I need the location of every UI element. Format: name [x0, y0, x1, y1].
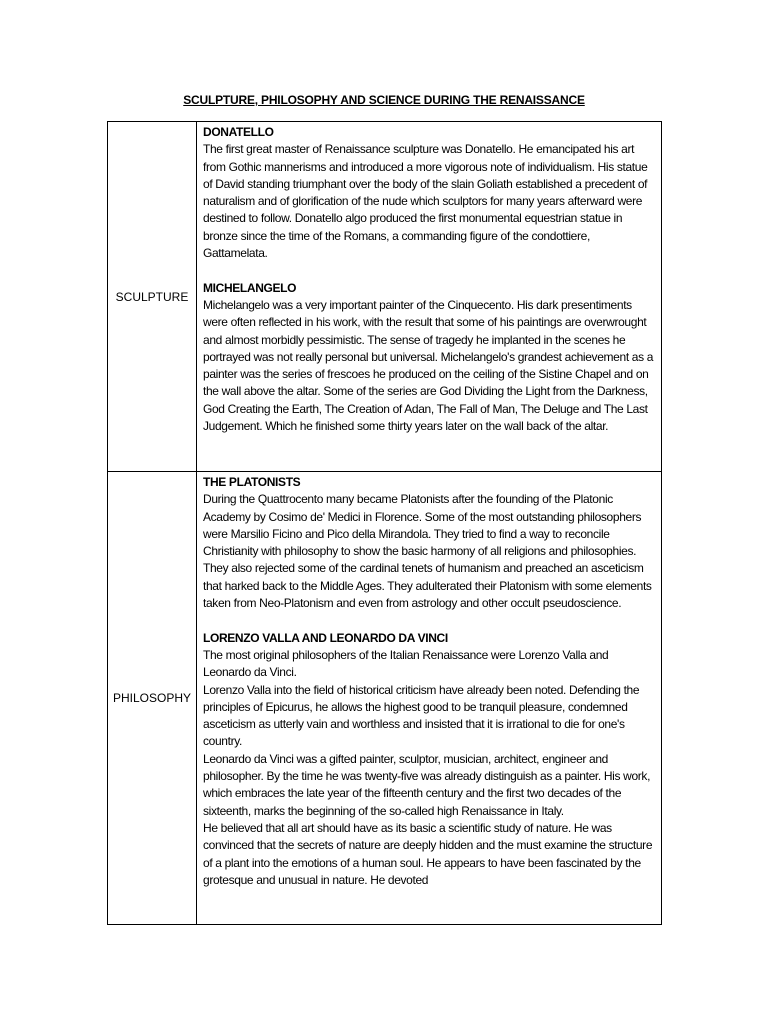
table-row-philosophy [108, 472, 662, 925]
table-row-sculpture [108, 122, 662, 472]
section-paragraph: Lorenzo Valla into the field of historical criticism have already been noted. Defending the principles of Epicurus, he allows the highest good to be tranquil pleasure, condemned asceticism as utterly vain and worthless and insisted that it is irrational to die for one's country. [203, 682, 640, 749]
content-table [107, 121, 662, 925]
section-paragraph: He believed that all art should have as its basic a scientific study of nature. He was convinced that the secrets of nature are deeply hidden and the must examine the structure of a plant into the emotions of a human soul. He appears to have been fascinated by the grotesque and unusual in nature. He devoted [203, 820, 653, 887]
section-paragraph: The most original philosophers of the Italian Renaissance were Lorenzo Valla and Leonardo da Vinci. [203, 647, 609, 680]
row-content-sculpture [197, 122, 662, 472]
section-paragraph: Michelangelo was a very important painter of the Cinquecento. His dark presentiments were often reflected in his work, with the result that some of his paintings are overwrought and almost morbidly pessimistic. The sense of tragedy he implanted in the scenes he portrayed was not really personal but universal. Michelangelo's grandest achievement as a painter was the series of frescoes he produced on the ceiling of the Sistine Chapel and on the wall above the altar. Some of the series are God Dividing the Light from the Darkness, God Creating the Earth, The Creation of Adan, The Fall of Man, The Deluge and The Last Judgement. Which he finished some thirty years later on the wall back of the altar. [203, 297, 654, 434]
row-label-philosophy: PHILOSOPHY [108, 472, 197, 925]
section-paragraph: Leonardo da Vinci was a gifted painter, sculptor, musician, architect, engineer and philosopher. By the time he was twenty-five was already distinguish as a painter. His work, which embraces the late year of the fifteenth century and the first two decades of the sixteenth, marks the beginning of the so-called high Renaissance in Italy. [203, 751, 651, 818]
section-heading-donatello: DONATELLO [203, 125, 274, 139]
section-paragraph: During the Quattrocento many became Platonists after the founding of the Platonic Academy by Cosimo de' Medici in Florence. Some of the most outstanding philosophers were Marsilio Ficino and Pico della Mirandola. They tried to find a way to reconcile Christianity with philosophy to show the basic harmony of all religions and philosophies. They also rejected some of the cardinal tenets of humanism and preached an asceticism that harked back to the Middle Ages. They adulterated their Platonism with some elements taken from Neo-Platonism and even from astrology and other occult pseudoscience. [203, 492, 652, 611]
page-title: SCULPTURE, PHILOSOPHY AND SCIENCE DURING THE RENAISSANCE [183, 93, 585, 107]
section-heading-michelangelo: MICHELANGELO [203, 280, 297, 295]
section-heading-platonists: THE PLATONISTS [203, 475, 301, 489]
row-label-sculpture: SCULPTURE [108, 122, 197, 472]
section-paragraph: The first great master of Renaissance sculpture was Donatello. He emancipated his art from Gothic mannerisms and introduced a more vigorous note of individualism. His statue of David standing triumphant over the body of the slain Goliath established a precedent of naturalism and of glorification of the nude which sculptors for many years afterward were destined to follow. Donatello algo produced the first monumental equestrian statue in bronze since the time of the Romans, a commanding figure of the condottiere, Gattamelata. [203, 142, 648, 261]
section-heading-valla-da-vinci: LORENZO VALLA AND LEONARDO DA VINCI [203, 630, 448, 645]
row-content-philosophy [197, 472, 662, 925]
